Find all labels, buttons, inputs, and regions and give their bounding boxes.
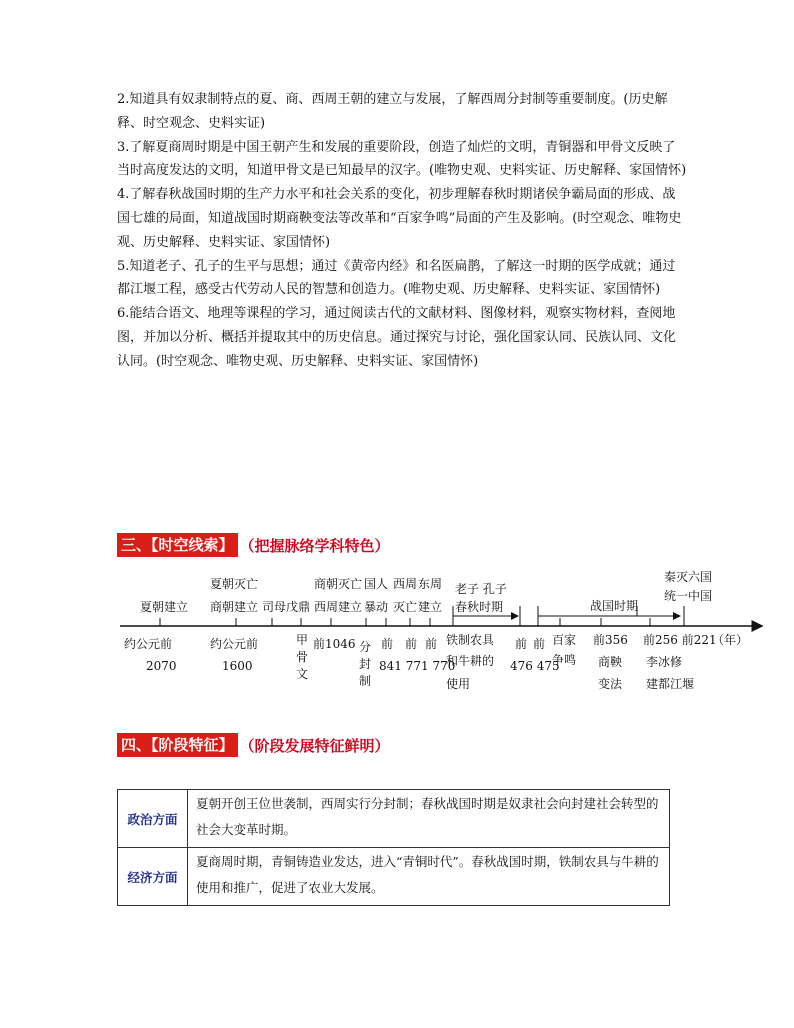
label-fenfeng-3: 制 <box>359 674 372 688</box>
label-xia-founded: 夏朝建立 <box>140 600 189 614</box>
table-row <box>118 848 670 906</box>
label-xia-fall: 夏朝灭亡 <box>210 577 259 591</box>
label-dongzhou-1: 东周 <box>418 577 443 591</box>
section-4-title-box: 四、【阶段特征】 <box>117 733 238 757</box>
label-qin-2: 统一中国 <box>664 589 713 603</box>
label-shang-founded: 商朝建立 <box>210 600 259 614</box>
dates-256-221: 前256 前221 <box>643 633 717 647</box>
label-shangyang-1: 商鞅 <box>598 655 623 669</box>
label-xizhou-1: 西周 <box>393 577 418 591</box>
section-3-title-box: 三、【时空线索】 <box>117 533 238 557</box>
objective-6: 6.能结合语文、地理等课程的学习，通过阅读古代的文献材料、图像材料，观察实物材料，查阅地图，并加以分析、概括并提取其中的历史信息。通过探究与讨论，强化国家认同、民族认同、文化认同。(时空观念、唯物史观、历史解释、史料实证、家国情怀) <box>117 306 677 369</box>
label-baijia-2: 争鸣 <box>552 653 577 667</box>
label-year-unit: （年） <box>712 633 749 647</box>
dates-841-771-770: 841 771 770 <box>379 659 456 673</box>
date-prefix-770: 前 <box>425 637 438 651</box>
label-fenfeng-2: 封 <box>359 657 372 671</box>
row-content-economy: 夏商周时期，青铜铸造业发达，进入“青铜时代”。春秋战国时期，铁制农具与牛耕的使用和推广，促进了农业大发展。 <box>188 848 670 906</box>
date-prefix-475: 前 <box>533 637 546 651</box>
date-1600-2: 1600 <box>222 659 253 673</box>
row-label-politics: 政治方面 <box>118 790 188 848</box>
date-prefix-771: 前 <box>405 637 418 651</box>
objective-3: 3.了解夏商周时期是中国王朝产生和发展的重要阶段，创造了灿烂的文明，青铜器和甲骨文反映了当时高度发达的文明，知道甲骨文是已知最早的汉字。(唯物史观、史料实证、历史解释、家国情怀) <box>117 139 687 179</box>
section-3-subtitle: （把握脉络学科特色） <box>239 536 390 555</box>
label-qin-1: 秦灭六国 <box>664 570 713 584</box>
date-2070-1: 约公元前 <box>124 637 173 651</box>
label-chunqiu: 春秋时期 <box>455 600 504 614</box>
date-1600-1: 约公元前 <box>210 637 259 651</box>
label-shang-fall: 商朝灭亡 <box>314 577 363 591</box>
objectives-list <box>117 88 687 374</box>
label-tieqi-2: 和牛耕的 <box>446 654 495 668</box>
label-shangyang-2: 变法 <box>598 677 623 691</box>
objective-2: 2.知道具有奴隶制特点的夏、商、西周王朝的建立与发展，了解西周分封制等重要制度。(历史解释、时空观念、史料实证) <box>117 92 668 131</box>
section-3-heading <box>117 533 390 557</box>
objective-5: 5.知道老子、孔子的生平与思想；通过《黄帝内经》和名医扁鹊，了解这一时期的医学成就；通过都江堰工程，感受古代劳动人民的智慧和创造力。(唯物史观、历史解释、史料实证、家国情怀) <box>117 258 676 298</box>
label-xizhou-founded: 西周建立 <box>314 600 363 614</box>
label-baijia-1: 百家 <box>552 633 577 647</box>
label-jiaguwen-3: 文 <box>296 667 309 681</box>
label-tieqi-3: 使用 <box>446 677 471 691</box>
date-2070-2: 2070 <box>146 659 177 673</box>
table-row <box>118 790 670 848</box>
label-guoren-2: 暴动 <box>364 600 389 614</box>
row-content-politics: 夏朝开创王位世袭制，西周实行分封制；春秋战国时期是奴隶社会向封建社会转型的社会大变革时期。 <box>188 790 670 848</box>
label-libing-1: 李冰修 <box>646 655 683 669</box>
label-tieqi-1: 铁制农具 <box>446 633 495 647</box>
label-jiaguwen-1: 甲 <box>296 633 309 647</box>
date-356: 前356 <box>593 633 628 647</box>
label-laozi-kongzi: 老子 孔子 <box>455 582 507 596</box>
objective-4: 4.了解春秋战国时期的生产力水平和社会关系的变化，初步理解春秋时期诸侯争霸局面的形成、战国七雄的局面，知道战国时期商鞅变法等改革和“百家争鸣”局面的产生及影响。(时空观念、唯物史观、历史解释、史料实证、家国情怀) <box>117 187 682 250</box>
label-jiaguwen-2: 骨 <box>296 650 309 664</box>
stage-features-table <box>117 789 670 906</box>
row-label-economy: 经济方面 <box>118 848 188 906</box>
label-zhanguo: 战国时期 <box>590 599 639 613</box>
date-1046: 前1046 <box>313 637 356 651</box>
label-xizhou-2: 灭亡 <box>393 600 418 614</box>
dates-476-475: 476 475 <box>510 659 560 673</box>
period-brackets <box>453 606 684 626</box>
label-dongzhou-2: 建立 <box>418 600 443 614</box>
label-libing-2: 建都江堰 <box>646 677 695 691</box>
label-guoren-1: 国人 <box>364 577 389 591</box>
section-4-subtitle: （阶段发展特征鲜明） <box>239 736 390 755</box>
timeline-ticks <box>160 618 684 626</box>
section-4-heading <box>117 733 390 757</box>
label-simuwu-ding: 司母戊鼎 <box>262 600 311 614</box>
label-fenfeng-1: 分 <box>359 640 372 654</box>
date-prefix-841: 前 <box>381 637 394 651</box>
date-prefix-476: 前 <box>515 637 528 651</box>
